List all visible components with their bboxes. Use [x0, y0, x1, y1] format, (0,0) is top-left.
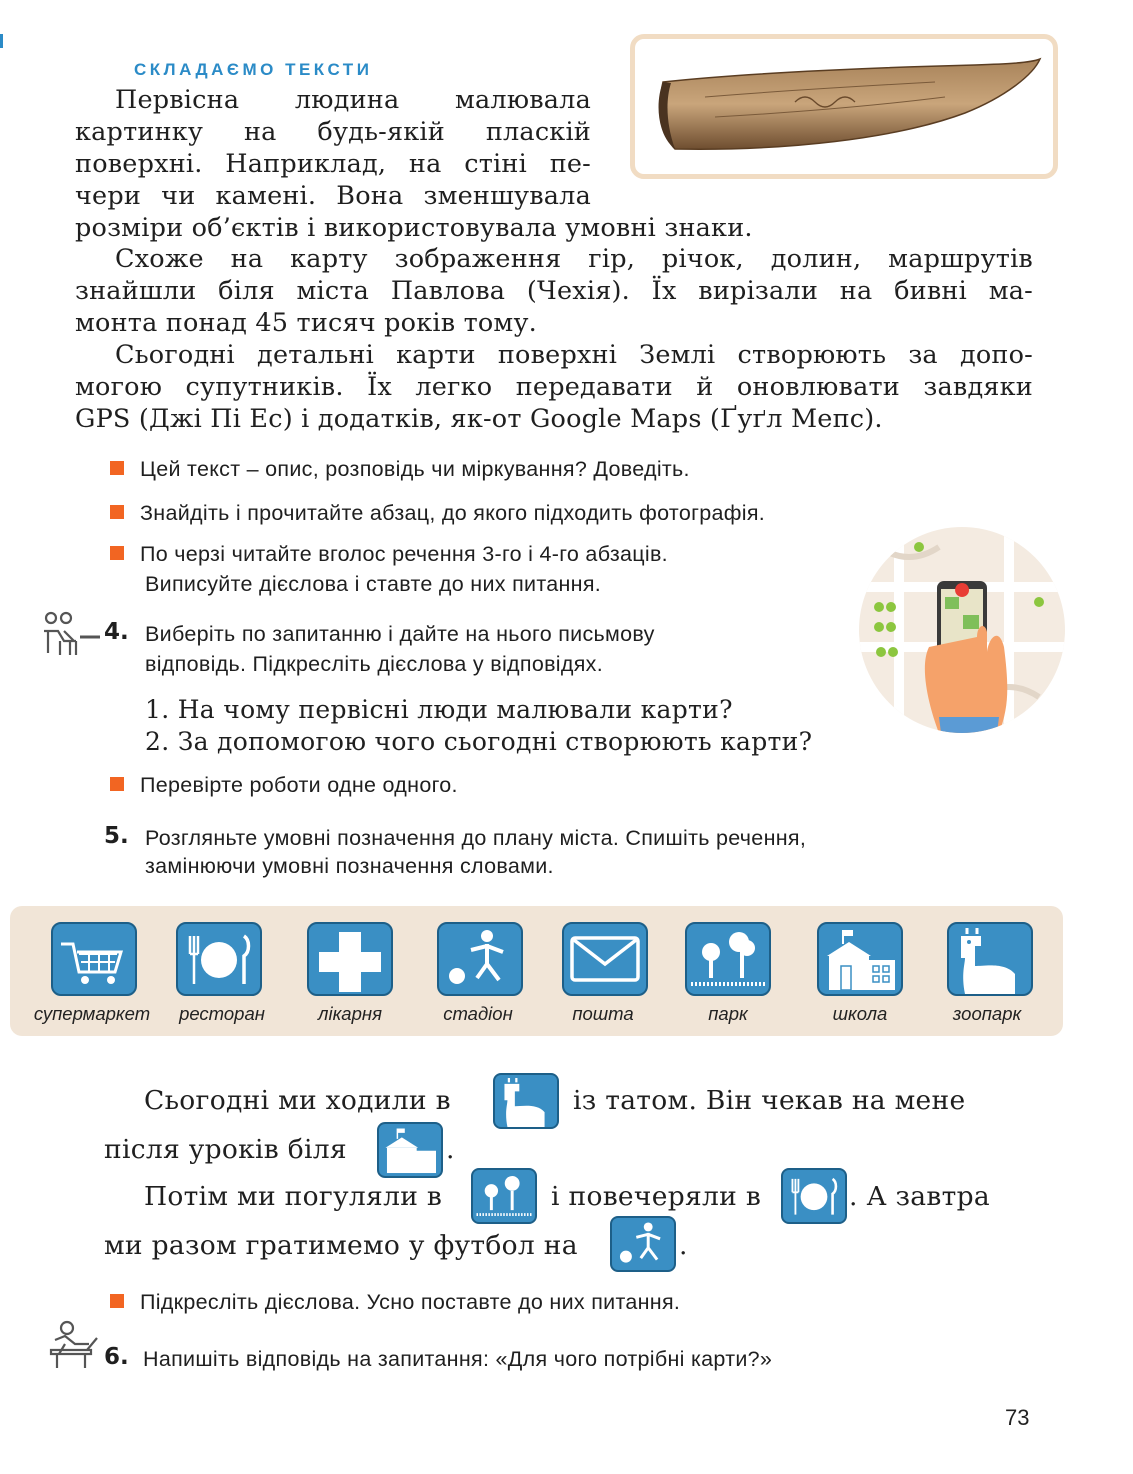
paragraph-3-line-3: GPS (Джі Пі Ес) і додатків, як-от Google Maps (Ґуґл Мепс).: [75, 404, 883, 434]
section-title: СКЛАДАЄМО ТЕКСТИ: [134, 60, 373, 79]
legend-label-zoo: зоопарк: [952, 1003, 1022, 1024]
writing-student-icon: [45, 1320, 103, 1372]
inline-restaurant-icon: [781, 1168, 847, 1224]
story-line-3b: і повечеряли в: [551, 1181, 762, 1212]
story-line-2a: після уроків біля: [104, 1134, 347, 1165]
paragraph-1-line-1: Первісна людина малювала: [115, 85, 591, 115]
mail-envelope-icon: [562, 922, 648, 996]
task-4-line-1: Виберіть по запитанню і дайте на нього письмову: [145, 622, 655, 646]
task-4-line-2: відповідь. Підкресліть дієслова у відповідях.: [145, 652, 603, 676]
smartphone-map-illustration: [859, 527, 1065, 733]
inline-stadium-icon: [610, 1216, 676, 1272]
shopping-cart-icon: [51, 922, 137, 996]
task-bullet: [110, 777, 124, 791]
zoo-giraffe-icon: [947, 922, 1033, 996]
task-bullet-3-line-2: Виписуйте дієслова і ставте до них питання.: [145, 572, 602, 596]
paragraph-2-line-2: знайшли біля міста Павлова (Чехія). Їх вирізали на бивні ма-: [75, 276, 1033, 306]
story-line-4a: ми разом гратимемо у футбол на: [104, 1230, 578, 1261]
map-hand-phone-icon: [859, 527, 1065, 733]
hospital-cross-icon: [307, 922, 393, 996]
task-6-number: 6.: [104, 1344, 129, 1370]
task-5-line-2: замінюючи умовні позначення словами.: [145, 854, 554, 878]
story-line-3a: Потім ми погуляли в: [144, 1181, 443, 1212]
task-5-number: 5.: [104, 823, 129, 849]
task-bullet-2: Знайдіть і прочитайте абзац, до якого підходить фотографія.: [140, 501, 766, 525]
restaurant-icon: [176, 922, 262, 996]
task-bullet: [110, 1294, 124, 1308]
task-bullet: [110, 546, 124, 560]
question-1: 1. На чому первісні люди малювали карти?: [145, 695, 733, 724]
task-bullet: [110, 505, 124, 519]
stadium-icon: [437, 922, 523, 996]
legend-label-park: парк: [708, 1003, 748, 1024]
school-building-icon: [817, 922, 903, 996]
task-bullet-5: Підкресліть дієслова. Усно поставте до них питання.: [140, 1290, 681, 1314]
task-bullet-3-line-1: По черзі читайте вголос речення 3-го і 4-го абзаців.: [140, 542, 668, 566]
legend-label-post-office: пошта: [572, 1003, 634, 1024]
paragraph-2-line-3: монта понад 45 тисяч років тому.: [75, 308, 537, 338]
pair-work-icon: [40, 611, 102, 663]
page-edge-mark: [0, 34, 3, 48]
story-line-1b: із татом. Він чекав на мене: [573, 1085, 966, 1116]
paragraph-3-line-1: Сьогодні детальні карти поверхні Землі створюють за допо-: [115, 340, 1033, 370]
paragraph-2-line-1: Схоже на карту зображення гір, річок, долин, маршрутів: [115, 244, 1033, 274]
paragraph-1-line-4: чери чи камені. Вона зменшувала: [75, 181, 591, 211]
story-line-2b: .: [446, 1134, 455, 1165]
inline-school-icon: [377, 1122, 443, 1178]
paragraph-1-line-2: картинку на будь-якій пласкій: [75, 117, 591, 147]
task-4-number: 4.: [104, 619, 129, 645]
legend-label-stadium: стадіон: [443, 1003, 513, 1024]
legend-label-hospital: лікарня: [318, 1003, 382, 1024]
inline-park-icon: [471, 1168, 537, 1224]
mammoth-tusk-photo: [630, 34, 1058, 179]
inline-zoo-icon: [493, 1073, 559, 1129]
story-line-4b: .: [679, 1230, 688, 1261]
task-bullet-4: Перевірте роботи одне одного.: [140, 773, 458, 797]
paragraph-3-line-2: могою супутників. Їх легко передавати й оновлювати завдяки: [75, 372, 1033, 402]
task-bullet-1: Цей текст – опис, розповідь чи міркування? Доведіть.: [140, 457, 690, 481]
tusk-image: [645, 47, 1045, 169]
story-line-1a: Сьогодні ми ходили в: [144, 1085, 451, 1116]
legend-label-restaurant: ресторан: [179, 1003, 265, 1024]
paragraph-1-line-3: поверхні. Наприклад, на стіні пе-: [75, 149, 591, 179]
task-5-line-1: Розгляньте умовні позначення до плану міста. Спишіть речення,: [145, 826, 807, 850]
task-bullet: [110, 461, 124, 475]
legend-label-school: школа: [832, 1003, 888, 1024]
task-6-line-1: Напишіть відповідь на запитання: «Для чого потрібні карти?»: [143, 1347, 773, 1371]
paragraph-1-line-5: розміри об’єктів і використовувала умовні знаки.: [75, 213, 753, 243]
story-line-3c: . А завтра: [849, 1181, 990, 1212]
park-trees-icon: [685, 922, 771, 996]
question-2: 2. За допомогою чого сьогодні створюють карти?: [145, 727, 813, 756]
legend-label-supermarket: супермаркет: [33, 1003, 151, 1024]
page-number: 73: [1005, 1405, 1030, 1430]
